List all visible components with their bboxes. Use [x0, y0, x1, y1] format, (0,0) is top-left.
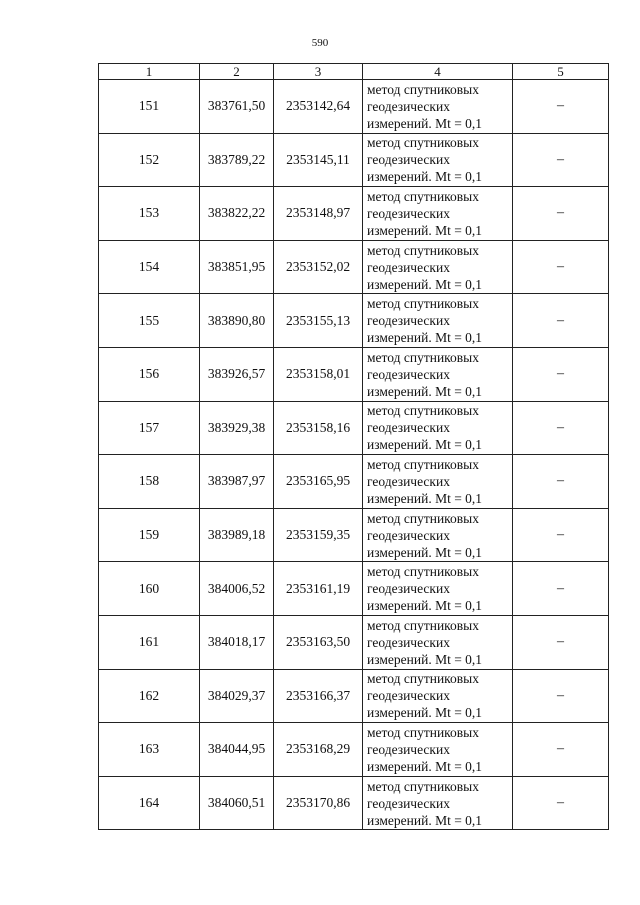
table-row — [99, 455, 609, 509]
coordinates-table — [98, 63, 609, 830]
column-5-cell: – — [513, 347, 609, 401]
method-text-line: геодезических — [367, 313, 450, 329]
x-coordinate-cell: 384029,37 — [200, 669, 274, 723]
x-coordinate-cell: 383789,22 — [200, 133, 274, 187]
x-coordinate-cell: 383989,18 — [200, 508, 274, 562]
method-cell — [363, 80, 513, 134]
y-coordinate-cell: 2353159,35 — [274, 508, 363, 562]
point-number-cell: 156 — [99, 347, 200, 401]
method-text-line: измерений. Mt = 0,1 — [367, 437, 483, 453]
table-row — [99, 187, 609, 241]
x-coordinate-cell: 384060,51 — [200, 776, 274, 830]
method-text-line: метод спутниковых — [367, 349, 479, 365]
method-text-line: метод спутниковых — [367, 456, 479, 472]
method-text-line: измерений. Mt = 0,1 — [367, 383, 483, 399]
table-header — [99, 64, 609, 80]
method-cell — [363, 562, 513, 616]
table-row — [99, 669, 609, 723]
point-number-cell: 159 — [99, 508, 200, 562]
column-5-cell: – — [513, 723, 609, 777]
page-number: 590 — [311, 37, 329, 49]
column-5-cell: – — [513, 562, 609, 616]
method-text-line: измерений. Mt = 0,1 — [367, 115, 483, 131]
table-row — [99, 562, 609, 616]
point-number-cell: 162 — [99, 669, 200, 723]
y-coordinate-cell: 2353152,02 — [274, 240, 363, 294]
method-text-line: геодезических — [367, 366, 450, 382]
method-cell — [363, 294, 513, 348]
method-text-line: геодезических — [367, 259, 450, 275]
method-text-line: измерений. Mt = 0,1 — [367, 169, 483, 185]
method-cell — [363, 669, 513, 723]
header-col-1: 1 — [99, 64, 200, 80]
method-text-line: метод спутниковых — [367, 510, 479, 526]
point-number-cell: 164 — [99, 776, 200, 830]
x-coordinate-cell: 384044,95 — [200, 723, 274, 777]
y-coordinate-cell: 2353142,64 — [274, 80, 363, 134]
header-col-4: 4 — [363, 64, 513, 80]
point-number-cell: 161 — [99, 615, 200, 669]
column-5-cell: – — [513, 294, 609, 348]
point-number-cell: 154 — [99, 240, 200, 294]
method-text-line: геодезических — [367, 98, 450, 114]
method-text-line: измерений. Mt = 0,1 — [367, 651, 483, 667]
table-row — [99, 240, 609, 294]
method-cell — [363, 723, 513, 777]
column-5-cell: – — [513, 401, 609, 455]
table-row — [99, 347, 609, 401]
y-coordinate-cell: 2353155,13 — [274, 294, 363, 348]
point-number-cell: 151 — [99, 80, 200, 134]
method-text-line: геодезических — [367, 795, 450, 811]
y-coordinate-cell: 2353166,37 — [274, 669, 363, 723]
point-number-cell: 153 — [99, 187, 200, 241]
method-text-line: геодезических — [367, 152, 450, 168]
method-text-line: геодезических — [367, 581, 450, 597]
point-number-cell: 160 — [99, 562, 200, 616]
method-text-line: измерений. Mt = 0,1 — [367, 544, 483, 560]
x-coordinate-cell: 383926,57 — [200, 347, 274, 401]
table-row — [99, 508, 609, 562]
column-5-cell: – — [513, 455, 609, 509]
method-text-line: геодезических — [367, 634, 450, 650]
x-coordinate-cell: 383761,50 — [200, 80, 274, 134]
x-coordinate-cell: 383929,38 — [200, 401, 274, 455]
method-text-line: измерений. Mt = 0,1 — [367, 758, 483, 774]
header-row — [99, 64, 609, 80]
method-cell — [363, 615, 513, 669]
point-number-cell: 158 — [99, 455, 200, 509]
method-cell — [363, 508, 513, 562]
x-coordinate-cell: 384018,17 — [200, 615, 274, 669]
method-text-line: метод спутниковых — [367, 617, 479, 633]
x-coordinate-cell: 383822,22 — [200, 187, 274, 241]
method-cell — [363, 187, 513, 241]
point-number-cell: 152 — [99, 133, 200, 187]
table-row — [99, 723, 609, 777]
method-cell — [363, 347, 513, 401]
method-text-line: метод спутниковых — [367, 296, 479, 312]
column-5-cell: – — [513, 187, 609, 241]
y-coordinate-cell: 2353170,86 — [274, 776, 363, 830]
table-row — [99, 401, 609, 455]
column-5-cell: – — [513, 240, 609, 294]
x-coordinate-cell: 383987,97 — [200, 455, 274, 509]
y-coordinate-cell: 2353163,50 — [274, 615, 363, 669]
point-number-cell: 155 — [99, 294, 200, 348]
method-text-line: геодезических — [367, 741, 450, 757]
y-coordinate-cell: 2353161,19 — [274, 562, 363, 616]
header-col-2: 2 — [200, 64, 274, 80]
method-text-line: геодезических — [367, 473, 450, 489]
method-text-line: измерений. Mt = 0,1 — [367, 222, 483, 238]
method-cell — [363, 401, 513, 455]
method-text-line: метод спутниковых — [367, 135, 479, 151]
header-col-3: 3 — [274, 64, 363, 80]
column-5-cell: – — [513, 508, 609, 562]
x-coordinate-cell: 383890,80 — [200, 294, 274, 348]
column-5-cell: – — [513, 776, 609, 830]
table-row — [99, 80, 609, 134]
column-5-cell: – — [513, 615, 609, 669]
y-coordinate-cell: 2353168,29 — [274, 723, 363, 777]
method-text-line: измерений. Mt = 0,1 — [367, 812, 483, 828]
method-text-line: измерений. Mt = 0,1 — [367, 598, 483, 614]
method-text-line: измерений. Mt = 0,1 — [367, 705, 483, 721]
y-coordinate-cell: 2353165,95 — [274, 455, 363, 509]
method-text-line: метод спутниковых — [367, 403, 479, 419]
method-text-line: измерений. Mt = 0,1 — [367, 490, 483, 506]
method-text-line: метод спутниковых — [367, 242, 479, 258]
method-cell — [363, 133, 513, 187]
method-text-line: метод спутниковых — [367, 724, 479, 740]
method-text-line: геодезических — [367, 527, 450, 543]
table-row — [99, 294, 609, 348]
method-text-line: метод спутниковых — [367, 81, 479, 97]
x-coordinate-cell: 383851,95 — [200, 240, 274, 294]
method-text-line: метод спутниковых — [367, 188, 479, 204]
method-text-line: метод спутниковых — [367, 671, 479, 687]
y-coordinate-cell: 2353145,11 — [274, 133, 363, 187]
table-body — [99, 80, 609, 830]
point-number-cell: 163 — [99, 723, 200, 777]
method-text-line: метод спутниковых — [367, 564, 479, 580]
y-coordinate-cell: 2353158,01 — [274, 347, 363, 401]
method-text-line: геодезических — [367, 420, 450, 436]
method-cell — [363, 776, 513, 830]
column-5-cell: – — [513, 133, 609, 187]
table-row — [99, 133, 609, 187]
table-row — [99, 776, 609, 830]
header-col-5: 5 — [513, 64, 609, 80]
method-text-line: измерений. Mt = 0,1 — [367, 276, 483, 292]
table-row — [99, 615, 609, 669]
method-text-line: геодезических — [367, 205, 450, 221]
method-text-line: измерений. Mt = 0,1 — [367, 330, 483, 346]
method-cell — [363, 240, 513, 294]
point-number-cell: 157 — [99, 401, 200, 455]
column-5-cell: – — [513, 669, 609, 723]
column-5-cell: – — [513, 80, 609, 134]
y-coordinate-cell: 2353158,16 — [274, 401, 363, 455]
x-coordinate-cell: 384006,52 — [200, 562, 274, 616]
y-coordinate-cell: 2353148,97 — [274, 187, 363, 241]
method-text-line: геодезических — [367, 688, 450, 704]
method-text-line: метод спутниковых — [367, 778, 479, 794]
method-cell — [363, 455, 513, 509]
